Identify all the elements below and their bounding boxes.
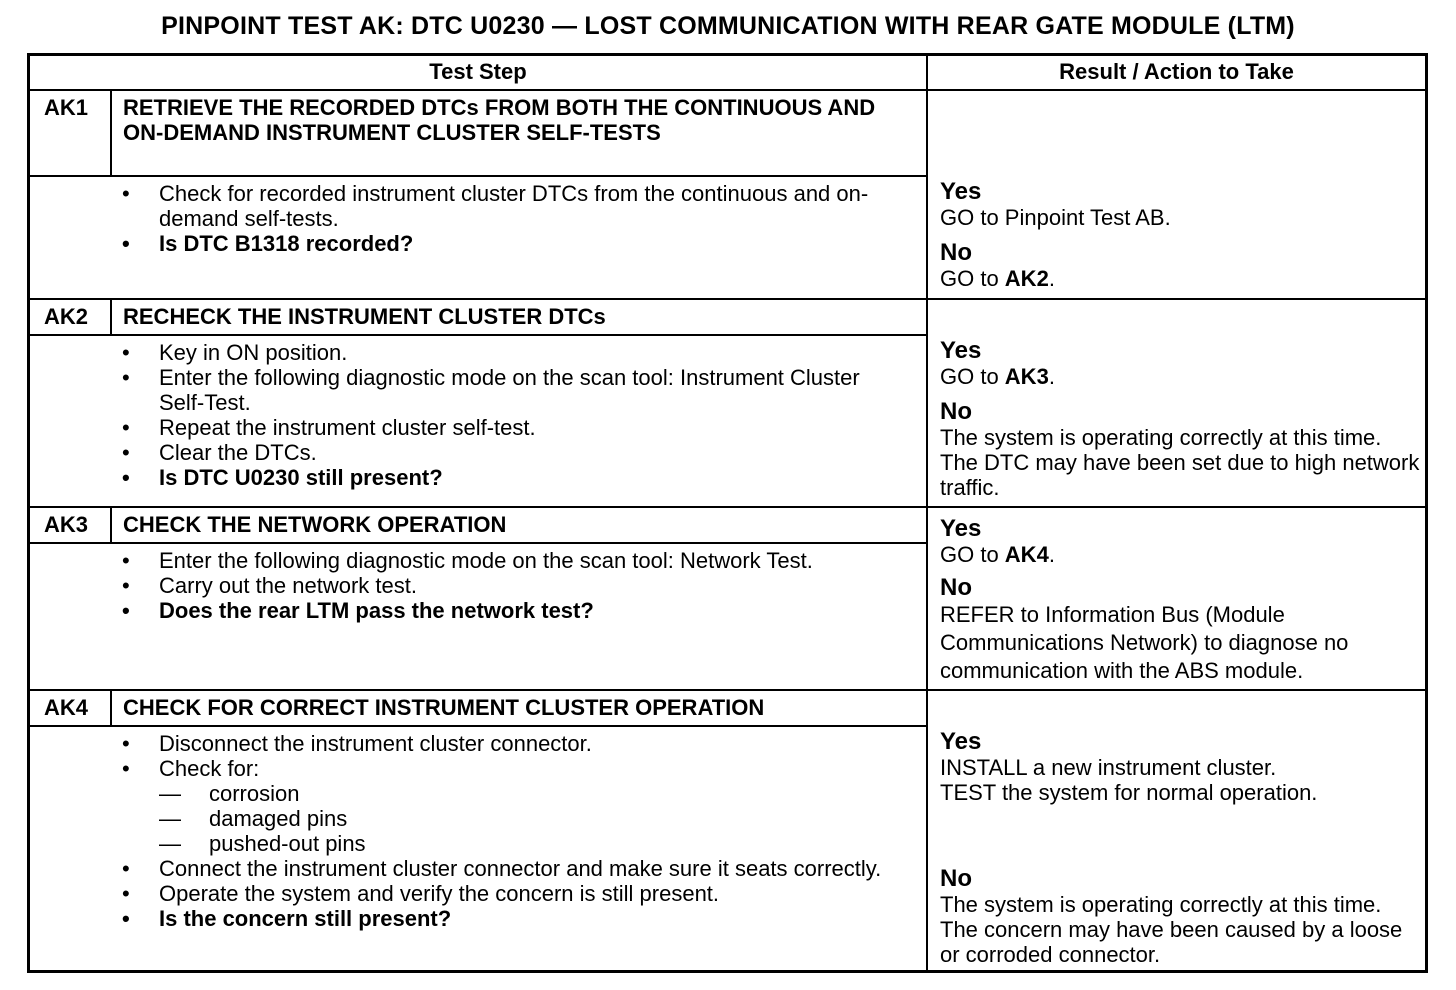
step-id: AK3 [44, 512, 89, 537]
yes-action-line: INSTALL a new instrument cluster. [940, 755, 1277, 780]
no-action: The system is operating correctly at this time. The DTC may have been set due to high network traffic. [940, 425, 1420, 500]
step-title: CHECK FOR CORRECT INSTRUMENT CLUSTER OPERATION [123, 695, 765, 720]
no-action: REFER to Information Bus (Module Communications Network) to diagnose no communication with the ABS module. [940, 602, 1349, 683]
page-title: PINPOINT TEST AK: DTC U0230 — LOST COMMUNICATION WITH REAR GATE MODULE (LTM) [161, 12, 1295, 40]
yes-action: GO to AK3. [940, 364, 1055, 389]
yes-action: GO to Pinpoint Test AB. [940, 205, 1171, 230]
list-item: • Clear the DTCs. [122, 440, 892, 465]
no-label: No [940, 239, 972, 266]
sub-list-item: — damaged pins [122, 806, 892, 831]
step-id: AK4 [44, 695, 89, 720]
yes-action-line: TEST the system for normal operation. [940, 780, 1318, 805]
list-item: • Connect the instrument cluster connector and make sure it seats correctly. [122, 856, 892, 881]
list-item: • Check for: [122, 756, 892, 781]
yes-label: Yes [940, 515, 982, 542]
no-action: GO to AK2. [940, 266, 1055, 291]
list-item: • Check for recorded instrument cluster DTCs from the continuous and on-demand self-tests. [122, 181, 892, 231]
step-title: CHECK THE NETWORK OPERATION [123, 512, 507, 537]
step-instructions [122, 340, 892, 490]
result-no [940, 240, 1420, 291]
result-yes [940, 338, 1420, 389]
no-label: No [940, 574, 972, 601]
step-ref: AK4 [1004, 542, 1049, 567]
sub-list-item: — pushed-out pins [122, 831, 892, 856]
list-item: • Enter the following diagnostic mode on the scan tool: Instrument Cluster Self-Test. [122, 365, 892, 415]
step-instructions [122, 548, 892, 623]
step-title: RECHECK THE INSTRUMENT CLUSTER DTCs [123, 304, 606, 329]
header-test-step: Test Step [429, 59, 527, 84]
yes-action: GO to AK4. [940, 542, 1055, 567]
step-instructions [122, 181, 892, 256]
yes-label: Yes [940, 337, 982, 364]
list-item: • Is DTC U0230 still present? [122, 465, 892, 490]
sub-list-item: — corrosion [122, 781, 892, 806]
yes-label: Yes [940, 178, 982, 205]
step-id: AK1 [44, 95, 89, 120]
list-item: • Is DTC B1318 recorded? [122, 231, 892, 256]
step-ref: AK3 [1004, 364, 1049, 389]
header-result-action: Result / Action to Take [1059, 59, 1294, 84]
yes-label: Yes [940, 728, 982, 755]
no-action: The system is operating correctly at this time. The concern may have been caused by a loose or corroded connector. [940, 892, 1403, 967]
list-item: • Is the concern still present? [122, 906, 892, 931]
result-no [940, 399, 1420, 500]
list-item: • Carry out the network test. [122, 573, 892, 598]
step-instructions [122, 731, 892, 931]
result-no [940, 575, 1420, 685]
step-id: AK2 [44, 304, 89, 329]
step-ref: AK2 [1004, 266, 1049, 291]
list-item: • Key in ON position. [122, 340, 892, 365]
list-item: • Disconnect the instrument cluster connector. [122, 731, 892, 756]
no-label: No [940, 398, 972, 425]
result-yes [940, 179, 1420, 230]
step-title: RETRIEVE THE RECORDED DTCs FROM BOTH THE CONTINUOUS AND ON-DEMAND INSTRUMENT CLUSTER SELF-TESTS [123, 95, 876, 145]
result-no [940, 866, 1420, 967]
list-item: • Enter the following diagnostic mode on the scan tool: Network Test. [122, 548, 892, 573]
list-item: • Repeat the instrument cluster self-test. [122, 415, 892, 440]
no-label: No [940, 865, 972, 892]
list-item: • Operate the system and verify the concern is still present. [122, 881, 892, 906]
result-yes [940, 729, 1420, 805]
list-item: • Does the rear LTM pass the network test? [122, 598, 892, 623]
result-yes [940, 516, 1420, 567]
